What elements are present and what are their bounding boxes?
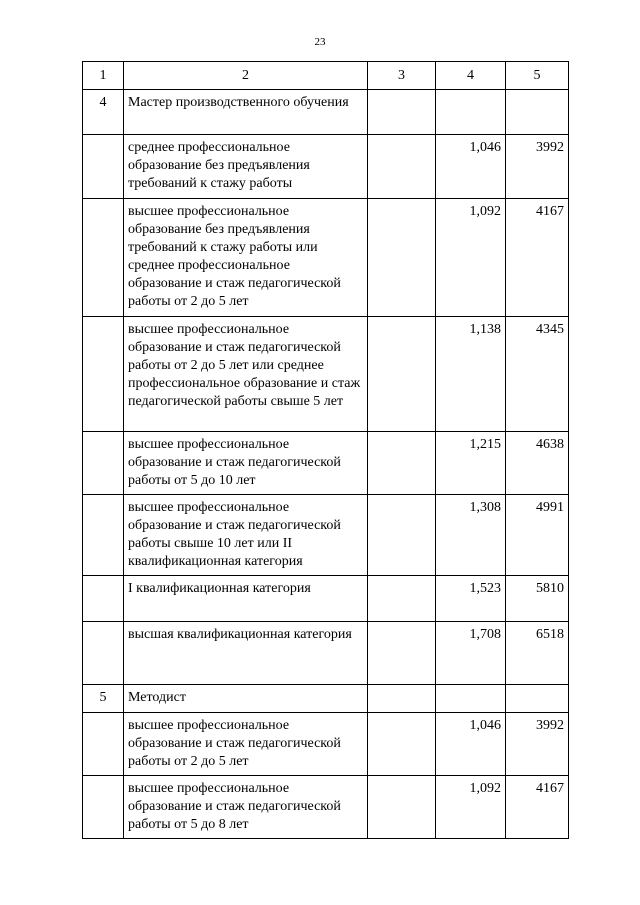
requirement-text: высшее профессиональное образование без предъявления требований к стажу работы или среднее профессиональное образование и стаж педагогической работы от 2 до 5 лет <box>124 199 368 317</box>
header-cell-2: 2 <box>124 62 368 90</box>
row-number <box>83 622 124 685</box>
salary-cell <box>506 685 569 713</box>
col3-cell <box>368 713 436 776</box>
table-row <box>83 622 569 685</box>
requirement-text: высшее профессиональное образование и стаж педагогической работы от 2 до 5 лет или среднее профессиональное образование и стаж педагогической работы свыше 5 лет <box>124 317 368 432</box>
requirement-text: высшее профессиональное образование и стаж педагогической работы от 5 до 8 лет <box>124 776 368 839</box>
header-cell-4: 4 <box>436 62 506 90</box>
row-number <box>83 776 124 839</box>
salary-cell: 4991 <box>506 495 569 576</box>
table-row <box>83 432 569 495</box>
salary-cell <box>506 90 569 135</box>
table-row <box>83 199 569 317</box>
requirement-text: высшая квалификационная категория <box>124 622 368 685</box>
salary-cell: 4638 <box>506 432 569 495</box>
row-number <box>83 713 124 776</box>
col3-cell <box>368 199 436 317</box>
coefficient-cell: 1,046 <box>436 713 506 776</box>
coefficient-cell: 1,092 <box>436 199 506 317</box>
col3-cell <box>368 776 436 839</box>
requirement-text: высшее профессиональное образование и стаж педагогической работы от 5 до 10 лет <box>124 432 368 495</box>
table-row <box>83 317 569 432</box>
salary-table <box>82 61 569 839</box>
coefficient-cell: 1,523 <box>436 576 506 622</box>
coefficient-cell: 1,046 <box>436 135 506 199</box>
row-number <box>83 199 124 317</box>
col3-cell <box>368 432 436 495</box>
page-number: 23 <box>314 36 326 48</box>
position-name: Мастер производственного обучения <box>124 90 368 135</box>
col3-cell <box>368 495 436 576</box>
requirement-text: высшее профессиональное образование и стаж педагогической работы от 2 до 5 лет <box>124 713 368 776</box>
row-number <box>83 576 124 622</box>
coefficient-cell <box>436 685 506 713</box>
salary-cell: 3992 <box>506 135 569 199</box>
col3-cell <box>368 622 436 685</box>
coefficient-cell: 1,215 <box>436 432 506 495</box>
salary-cell: 3992 <box>506 713 569 776</box>
salary-cell: 4345 <box>506 317 569 432</box>
col3-cell <box>368 135 436 199</box>
row-number: 5 <box>83 685 124 713</box>
coefficient-cell: 1,308 <box>436 495 506 576</box>
header-cell-3: 3 <box>368 62 436 90</box>
col3-cell <box>368 685 436 713</box>
coefficient-cell: 1,708 <box>436 622 506 685</box>
col3-cell <box>368 90 436 135</box>
col3-cell <box>368 576 436 622</box>
row-number <box>83 317 124 432</box>
coefficient-cell <box>436 90 506 135</box>
requirement-text: высшее профессиональное образование и стаж педагогической работы свыше 10 лет или II квалификационная категория <box>124 495 368 576</box>
table-row <box>83 576 569 622</box>
coefficient-cell: 1,138 <box>436 317 506 432</box>
row-number: 4 <box>83 90 124 135</box>
row-number <box>83 495 124 576</box>
table-row <box>83 776 569 839</box>
salary-cell: 4167 <box>506 776 569 839</box>
row-number <box>83 135 124 199</box>
table-row <box>83 135 569 199</box>
col3-cell <box>368 317 436 432</box>
table-row <box>83 713 569 776</box>
position-name: Методист <box>124 685 368 713</box>
row-number <box>83 432 124 495</box>
coefficient-cell: 1,092 <box>436 776 506 839</box>
table-row <box>83 90 569 135</box>
table-header-row <box>83 62 569 90</box>
requirement-text: среднее профессиональное образование без предъявления требований к стажу работы <box>124 135 368 199</box>
header-cell-1: 1 <box>83 62 124 90</box>
salary-cell: 5810 <box>506 576 569 622</box>
salary-cell: 6518 <box>506 622 569 685</box>
table-row <box>83 495 569 576</box>
header-cell-5: 5 <box>506 62 569 90</box>
table-row <box>83 685 569 713</box>
requirement-text: I квалификационная категория <box>124 576 368 622</box>
salary-cell: 4167 <box>506 199 569 317</box>
